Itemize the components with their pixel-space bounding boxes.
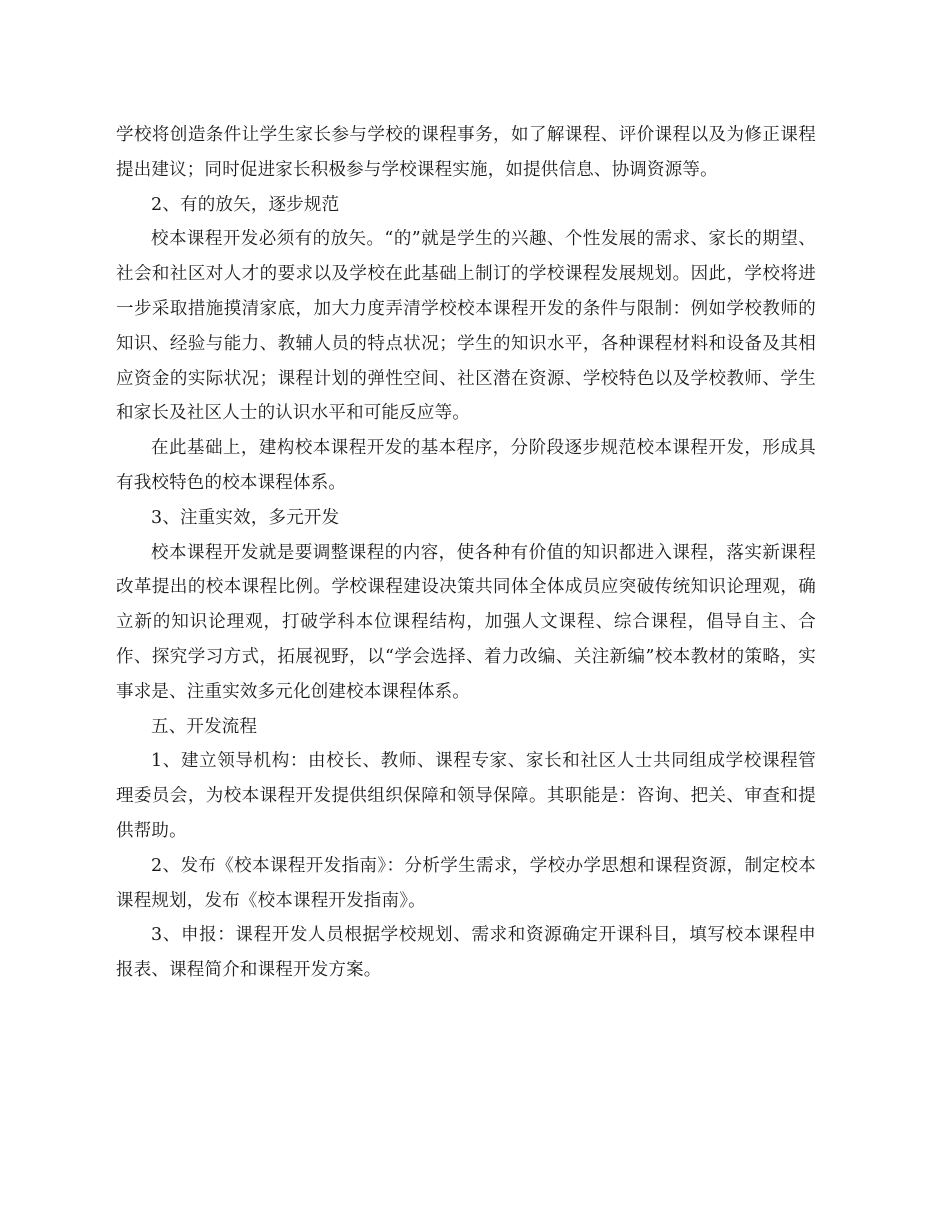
paragraph-leadership-organization: 1、建立领导机构：由校长、教师、课程专家、家长和社区人士共同组成学校课程管理委员会，为校本课程开发提供组织保障和领导保障。其职能是：咨询、把关、审查和提供帮助。 xyxy=(116,751,816,841)
heading-targeted-standardization: 2、有的放矢，逐步规范 xyxy=(151,194,340,215)
paragraph-publish-guide: 2、发布《校本课程开发指南》：分析学生需求，学校办学思想和课程资源，制定校本课程规划，发布《校本课程开发指南》。 xyxy=(116,855,816,911)
paragraph-targeted-development: 校本课程开发必须有的放矢。“的”就是学生的兴趣、个性发展的需求、家长的期望、社会和社区对人才的要求以及学校在此基础上制订的学校课程发展规划。因此，学校将进一步采取措施摸清家底，加大力度弄清学校校本课程开发的条件与限制：例如学校教师的知识、经验与能力、教辅人员的特点状况；学生的知识水平，各种课程材料和设备及其相应资金的实际状况；课程计划的弹性空间、社区潜在资源、学校特色以及学校教师、学生和家长及社区人士的认识水平和可能反应等。 xyxy=(116,229,816,424)
paragraph-course-content-adjustment: 校本课程开发就是要调整课程的内容，使各种有价值的知识都进入课程，落实新课程改革提出的校本课程比例。学校课程建设决策共同体全体成员应突破传统知识论理观，确立新的知识论理观，打破学科本位课程结构，加强人文课程、综合课程，倡导自主、合作、探究学习方式，拓展视野，以“学会选择、着力改编、关注新编”校本教材的策略，实事求是、注重实效多元化创建校本课程体系。 xyxy=(116,542,816,702)
document-body xyxy=(116,118,816,988)
heading-effectiveness-diversity: 3、注重实效，多元开发 xyxy=(151,507,340,528)
paragraph-parent-participation: 学校将创造条件让学生家长参与学校的课程事务，如了解课程、评价课程以及为修正课程提出建议；同时促进家长积极参与学校课程实施，如提供信息、协调资源等。 xyxy=(116,125,816,180)
heading-development-process: 五、开发流程 xyxy=(151,716,258,737)
paragraph-development-procedure: 在此基础上，建构校本课程开发的基本程序，分阶段逐步规范校本课程开发，形成具有我校特色的校本课程体系。 xyxy=(116,438,816,493)
paragraph-application: 3、申报：课程开发人员根据学校规划、需求和资源确定开课科目，填写校本课程申报表、课程简介和课程开发方案。 xyxy=(116,925,816,981)
